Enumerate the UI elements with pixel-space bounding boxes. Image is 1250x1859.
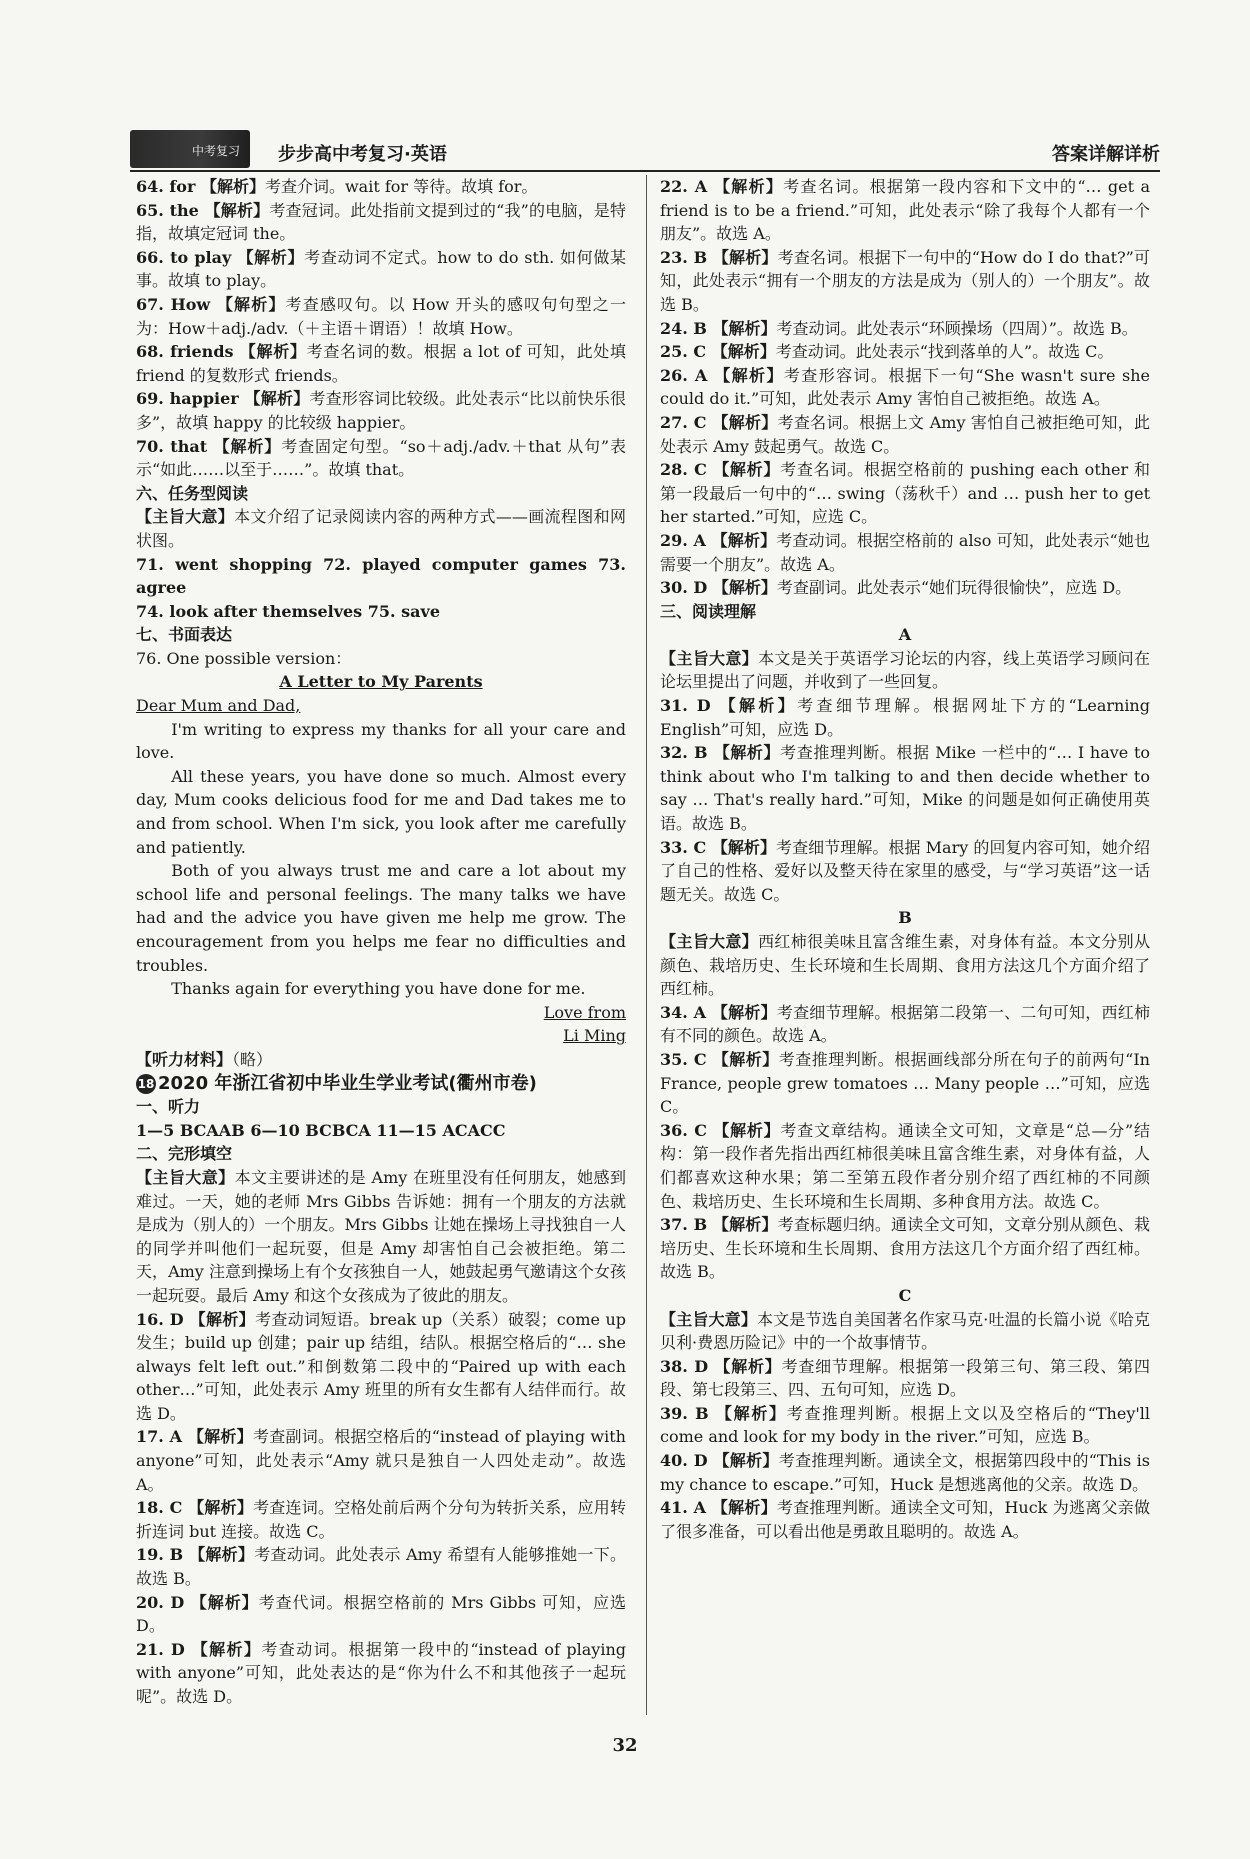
- answer-number: 27. C: [660, 412, 713, 432]
- answer-item: [136, 293, 626, 340]
- answer-number: 19. B: [136, 1545, 190, 1565]
- answer-item: [660, 458, 1150, 529]
- exam-number-badge: 18: [136, 1074, 156, 1094]
- analysis-tag: 【解析】: [713, 460, 781, 480]
- answer-explanation: 考查细节理解。根据第二段第一、二句可知，西红柿有不同的颜色。故选 A。: [660, 1002, 1150, 1046]
- analysis-tag: 【解析】: [711, 1498, 777, 1518]
- answer-item: [660, 246, 1150, 317]
- answer-number: 65. the: [136, 200, 205, 220]
- answer-explanation: 考查标题归纳。通读全文可知，文章分别从颜色、栽培历史、生长环境和生长周期、食用方法这几个方面介绍了西红柿。故选 B。: [660, 1215, 1150, 1282]
- answer-number: 24. B: [660, 318, 713, 338]
- analysis-tag: 【解析】: [713, 1120, 781, 1140]
- analysis-tag: 【解析】: [712, 318, 777, 338]
- analysis-tag: 【解析】: [213, 436, 282, 456]
- letter-paragraph: Both of you always trust me and care a lot about my school life and personal feelings. The many talks we have had and the advice you have given me help me grow. The encouragement from you helps me fear no difficulties and troubles.: [136, 861, 626, 975]
- letter-paragraph: I'm writing to express my thanks for all your care and love.: [136, 719, 626, 763]
- answer-explanation: 考查连词。空格处前后两个分句为转折关系，应用转折连词 but 连接。故选 C。: [136, 1498, 626, 1541]
- answer-explanation: 考查动词。此处表示“找到落单的人”。故选 C。: [775, 342, 1114, 362]
- section-heading: 六、任务型阅读: [136, 483, 249, 503]
- answer-number: 35. C: [660, 1049, 713, 1069]
- page-number: 32: [612, 1735, 638, 1756]
- passage-label: A: [898, 625, 912, 645]
- answer-item: [660, 1119, 1150, 1213]
- analysis-tag: 【解析】: [712, 1215, 778, 1235]
- answer-explanation: 考查动词。根据空格前的 also 可知，此处表示“她也需要一个朋友”。故选 A。: [660, 530, 1151, 574]
- answer-explanation: 考查感叹句。以 How 开头的感叹句句型之一为：How＋adj./adv.（＋主语＋谓语）！故填 How。: [136, 294, 626, 338]
- analysis-tag: 【解析】: [712, 578, 777, 598]
- answer-key-line: 74. look after themselves 75. save: [136, 601, 441, 621]
- answer-explanation: 考查形容词比较级。此处表示“比以前快乐很多”，故填 happy 的比较级 happier。: [136, 389, 626, 432]
- analysis-tag: 【解析】: [190, 1592, 259, 1612]
- summary-paragraph: [660, 1308, 1150, 1355]
- letter-signature: [136, 1001, 626, 1025]
- essay-intro: 76. One possible version：: [136, 648, 352, 668]
- analysis-tag: 【解析】: [244, 389, 310, 409]
- answer-item: [660, 1001, 1150, 1048]
- answer-item: [660, 1402, 1150, 1449]
- listening-note: [136, 1048, 626, 1072]
- answer-number: 33. C: [660, 837, 712, 857]
- answer-item: [136, 1543, 626, 1590]
- answer-explanation: 考查冠词。此处指前文提到过的“我”的电脑，是特指，故填定冠词 the。: [136, 200, 626, 244]
- answer-key-line: 71. went shopping 72. played computer games 73. agree: [136, 554, 626, 598]
- answer-explanation: 考查动词。此处表示“环顾操场（四周）”。故选 B。: [776, 318, 1138, 338]
- answer-item: [660, 741, 1150, 835]
- answer-explanation: 考查代词。根据空格前的 Mrs Gibbs 可知，应选 D。: [136, 1592, 626, 1636]
- answer-number: 16. D: [136, 1309, 190, 1329]
- answer-number: 22. A: [660, 177, 714, 196]
- analysis-tag: 【解析】: [712, 1049, 779, 1069]
- analysis-tag: 【解析】: [189, 1545, 255, 1565]
- analysis-tag: 【解析】: [711, 530, 777, 550]
- answer-key-line: 1—5 BCAAB 6—10 BCBCA 11—15 ACACC: [136, 1120, 506, 1140]
- answer-number: 18. C: [136, 1498, 189, 1518]
- answer-explanation: 考查推理判断。通读全文可知，Huck 为逃离父亲做了很多准备，可以看出他是勇敢且聪明的。故选 A。: [660, 1498, 1150, 1541]
- header-rule: [130, 170, 1160, 172]
- answer-explanation: 考查名词。根据上文 Amy 害怕自己被拒绝可知，此处表示 Amy 鼓起勇气。故选 C。: [660, 412, 1150, 456]
- left-column: [136, 175, 626, 1709]
- answer-number: 70. that: [136, 436, 214, 456]
- answer-number: 28. C: [660, 460, 714, 480]
- analysis-tag: 【解析】: [200, 177, 265, 196]
- analysis-tag: 【解析】: [714, 1356, 782, 1376]
- answer-number: 36. C: [660, 1120, 714, 1140]
- answer-number: 31. D: [660, 696, 720, 716]
- answer-explanation: 考查名词的数。根据 a lot of 可知，此处填 friend 的复数形式 friends。: [136, 342, 626, 385]
- summary-text: 西红柿很美味且富含维生素，对身体有益。本文分别从颜色、栽培历史、生长环境和生长周期、食用方法这几个方面介绍了西红柿。: [660, 932, 1150, 999]
- answer-item: [660, 340, 1150, 364]
- answer-number: 26. A: [660, 365, 715, 385]
- answer-item: [136, 340, 626, 387]
- analysis-tag: 【解析】: [714, 365, 784, 385]
- analysis-tag: 【解析】: [712, 247, 778, 267]
- answer-item: [660, 836, 1150, 907]
- answer-item: [660, 317, 1150, 341]
- answer-explanation: 考查细节理解。根据第一段第三句、第三段、第四段、第七段第三、四、五句可知，应选 D。: [660, 1356, 1150, 1400]
- summary-tag: 【主旨大意】: [660, 932, 759, 951]
- answer-number: 37. B: [660, 1215, 713, 1235]
- analysis-tag: 【解析】: [715, 1403, 787, 1423]
- answer-item: [660, 1213, 1150, 1284]
- signature-text: Love from: [543, 1002, 626, 1022]
- summary-paragraph: [136, 1166, 626, 1308]
- analysis-tag: 【解析】: [711, 342, 776, 362]
- answer-explanation: 考查动词。根据第一段中的“instead of playing with anyone”可知，此处表达的是“你为什么不和其他孩子一起玩呢”。故选 D。: [136, 1639, 626, 1706]
- logo-label: 中考复习: [192, 144, 241, 158]
- answer-explanation: 考查推理判断。根据上文以及空格后的“They'll come and look for my body in the river.”可知，应选 B。: [660, 1403, 1150, 1447]
- answer-item: [136, 1638, 626, 1709]
- page-header: [130, 130, 1160, 170]
- answer-explanation: 考查动词。此处表示 Amy 希望有人能够推她一下。故选 B。: [136, 1545, 626, 1589]
- answer-number: 40. D: [660, 1451, 714, 1471]
- summary-tag: 【主旨大意】: [136, 1167, 235, 1187]
- answer-number: 66. to play: [136, 247, 238, 267]
- answer-number: 23. B: [660, 247, 713, 267]
- answer-number: 25. C: [660, 342, 712, 362]
- analysis-tag: 【解析】: [187, 1427, 253, 1447]
- answer-explanation: 考查副词。根据空格后的“instead of playing with anyone”可知，此处表示“Amy 就只是独自一人四处走动”。故选 A。: [136, 1427, 626, 1494]
- analysis-tag: 【解析】: [711, 1002, 777, 1022]
- answer-item: [660, 364, 1150, 411]
- summary-paragraph: [660, 930, 1150, 1001]
- answer-number: 68. friends: [136, 342, 240, 362]
- answer-explanation: 考查名词。根据下一句中的“How do I do that?”可知，此处表示“拥有一个朋友的方法是成为（别人的）一个朋友”。故选 B。: [660, 247, 1151, 314]
- answer-explanation: 考查推理判断。根据画线部分所在句子的前两句“In France, people grew tomatoes … Many people …”可知，应选 C。: [660, 1049, 1150, 1117]
- listening-tag: 【听力材料】: [136, 1049, 233, 1069]
- analysis-tag: 【解析】: [237, 247, 305, 267]
- answer-explanation: 考查名词。根据空格前的 pushing each other 和第一段最后一句中的“… swing（荡秋千）and … push her to get her started.”可知，应选 C。: [660, 460, 1150, 527]
- analysis-tag: 【解析】: [712, 412, 778, 432]
- answer-number: 32. B: [660, 743, 714, 763]
- section-heading: 七、书面表达: [136, 625, 233, 645]
- answer-number: 20. D: [136, 1592, 191, 1612]
- brand-logo: [130, 130, 250, 168]
- answer-number: 41. A: [660, 1498, 712, 1518]
- answer-item: [136, 1308, 626, 1426]
- answer-explanation: 考查文章结构。通读全文可知，文章是“总—分”结构：第一段作者先指出西红柿很美味且富含维生素，对身体有益，人们都喜欢这种水果；第二至第五段作者分别介绍了西红柿的不同颜色、栽培历史、生长环境和生长周期、多种食用方法。故选 C。: [660, 1120, 1150, 1211]
- listening-text: （略）: [232, 1049, 273, 1069]
- analysis-tag: 【解析】: [216, 294, 286, 314]
- summary-paragraph: [660, 647, 1150, 694]
- answer-explanation: 考查推理判断。根据 Mike 一栏中的“… I have to think about who I'm talking to and then decide whether to say … That's really hard.”可知，Mike 的问题是如何正确使用英语。故选 B。: [660, 743, 1151, 834]
- summary-tag: 【主旨大意】: [660, 648, 759, 668]
- exam-title-text: 2020 年浙江省初中毕业生学业考试(衢州市卷): [158, 1072, 537, 1094]
- summary-text: 本文介绍了记录阅读内容的两种方式——画流程图和网状图。: [136, 507, 626, 550]
- analysis-tag: 【解析】: [239, 342, 307, 362]
- answer-item: [660, 175, 1150, 246]
- answer-explanation: 考查副词。此处表示“她们玩得很愉快”，应选 D。: [776, 578, 1132, 598]
- answer-item: [136, 246, 626, 293]
- answer-explanation: 考查细节理解。根据网址下方的“Learning English”可知，应选 D。: [660, 696, 1150, 739]
- answer-number: 39. B: [660, 1403, 716, 1423]
- analysis-tag: 【解析】: [719, 696, 798, 716]
- summary-text: 本文是关于英语学习论坛的内容，线上英语学习顾问在论坛里提出了问题，并收到了一些回复。: [660, 648, 1150, 692]
- answer-explanation: 考查名词。根据第一段内容和下文中的“… get a friend is to be a friend.”可知，此处表示“除了我每个人都有一个朋友”。故选 A。: [660, 177, 1150, 244]
- answer-explanation: 考查介词。wait for 等待。故填 for。: [264, 177, 538, 196]
- answer-item: [660, 1355, 1150, 1402]
- answer-explanation: 考查推理判断。通读全文，根据第四段中的“This is my chance to escape.”可知，Huck 是想逃离他的父亲。故选 D。: [660, 1451, 1150, 1494]
- section-heading: 三、阅读理解: [660, 601, 757, 621]
- letter-signature: [136, 1024, 626, 1048]
- answer-item: [660, 1449, 1150, 1496]
- exam-title: [136, 1072, 626, 1096]
- signature-text: Li Ming: [563, 1026, 626, 1046]
- answer-explanation: 考查动词短语。break up（关系）破裂；come up 发生；build up 创建；pair up 结组，结队。根据空格后的“… she always felt left out.”和倒数第二段中的“Paired up with each other…”可知，此处表示 Amy 班里的所有女生都有人结伴而行。故选 D。: [136, 1309, 626, 1423]
- answer-number: 69. happier: [136, 389, 245, 409]
- answer-explanation: 考查细节理解。根据 Mary 的回复内容可知，她介绍了自己的性格、爱好以及整天待在家里的感受，与“学习英语”这一话题无关。故选 C。: [660, 837, 1150, 904]
- answer-number: 21. D: [136, 1639, 192, 1659]
- summary-tag: 【主旨大意】: [660, 1309, 757, 1329]
- analysis-tag: 【解析】: [191, 1639, 262, 1659]
- summary-text: 本文是节选自美国著名作家马克·吐温的长篇小说《哈克贝利·费恩历险记》中的一个故事情节。: [660, 1309, 1150, 1353]
- summary-paragraph: [136, 505, 626, 552]
- answer-item: [660, 576, 1150, 600]
- summary-text: 本文主要讲述的是 Amy 在班里没有任何朋友，她感到难过。一天，她的老师 Mrs Gibbs 告诉她：拥有一个朋友的方法就是成为（别人的）一个朋友。Mrs Gibbs 让她在操场上寻找独自一人的同学并叫他们一起玩耍，但是 Amy 却害怕自己会被拒绝。第二天，Amy 注意到操场上有个女孩独自一人，她鼓起勇气邀请这个女孩一起玩耍。最后 Amy 和这个女孩成为了彼此的朋友。: [136, 1167, 626, 1305]
- answer-item: [136, 175, 626, 199]
- answer-item: [660, 1048, 1150, 1119]
- passage-label: B: [898, 908, 912, 928]
- answer-item: [136, 387, 626, 434]
- letter-salutation: Dear Mum and Dad,: [136, 696, 301, 716]
- answer-number: 38. D: [660, 1356, 715, 1376]
- letter-paragraph: All these years, you have done so much. Almost every day, Mum cooks delicious food for me and Dad takes me to and from school. When I'm sick, you look after me carefully and patiently.: [136, 766, 626, 857]
- book-title: 步步高中考复习·英语: [278, 144, 447, 165]
- letter-paragraph: Thanks again for everything you have done for me.: [171, 979, 586, 999]
- answer-explanation: 考查固定句型。“so＋adj./adv.＋that 从句”表示“如此……以至于……”。故填 that。: [136, 436, 626, 480]
- summary-tag: 【主旨大意】: [136, 507, 235, 527]
- passage-label: C: [898, 1285, 912, 1305]
- answer-item: [660, 694, 1150, 741]
- answer-number: 17. A: [136, 1427, 188, 1447]
- analysis-tag: 【解析】: [714, 177, 784, 196]
- answer-number: 29. A: [660, 530, 712, 550]
- answer-item: [136, 435, 626, 482]
- answer-number: 64. for: [136, 177, 201, 196]
- answer-item: [660, 1496, 1150, 1543]
- analysis-tag: 【解析】: [713, 1451, 779, 1471]
- answer-number: 34. A: [660, 1002, 712, 1022]
- answer-item: [660, 411, 1150, 458]
- analysis-tag: 【解析】: [189, 1309, 256, 1329]
- answer-number: 30. D: [660, 578, 713, 598]
- answer-item: [136, 199, 626, 246]
- analysis-tag: 【解析】: [204, 200, 270, 220]
- analysis-tag: 【解析】: [188, 1498, 254, 1518]
- answer-item: [136, 1425, 626, 1496]
- answer-explanation: 考查动词不定式。how to do sth. 如何做某事。故填 to play。: [136, 247, 626, 291]
- section-heading: 一、听力: [136, 1097, 201, 1117]
- analysis-tag: 【解析】: [713, 743, 781, 763]
- answer-item: [136, 1591, 626, 1638]
- section-title: 答案详解详析: [1052, 144, 1160, 165]
- answer-item: [660, 529, 1150, 576]
- answer-number: 67. How: [136, 294, 217, 314]
- column-divider: [646, 175, 647, 1715]
- analysis-tag: 【解析】: [711, 837, 777, 857]
- answer-explanation: 考查形容词。根据下一句“She wasn't sure she could do it.”可知，此处表示 Amy 害怕自己被拒绝。故选 A。: [660, 365, 1150, 409]
- letter-title: A Letter to My Parents: [279, 672, 483, 692]
- answer-item: [136, 1496, 626, 1543]
- right-column: [660, 175, 1150, 1543]
- section-heading: 二、完形填空: [136, 1144, 233, 1164]
